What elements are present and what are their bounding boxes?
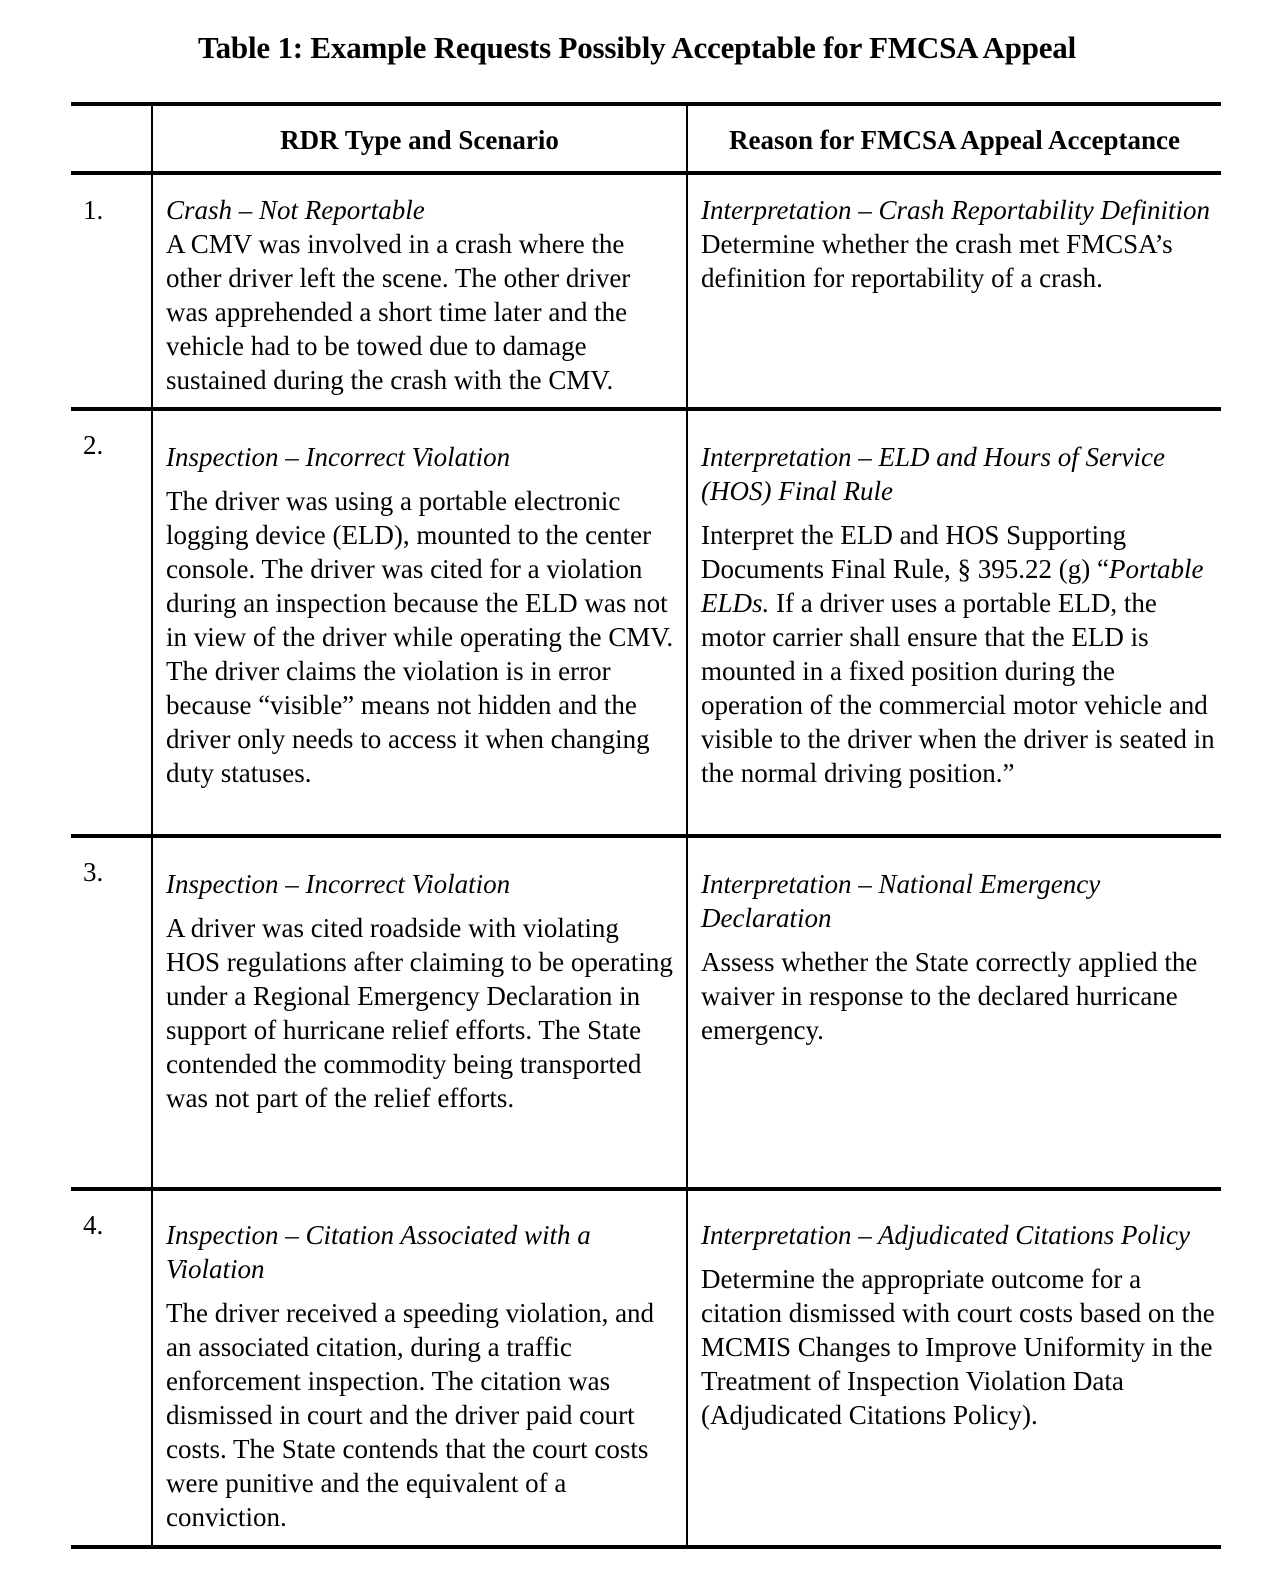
scenario-type: Inspection – Incorrect Violation xyxy=(166,442,511,472)
row-1-reason xyxy=(701,193,1216,295)
reason-text: Assess whether the State correctly applied the waiver in response to the declared hurricane emergency. xyxy=(701,947,1198,1045)
scenario-text: A driver was cited roadside with violating HOS regulations after claiming to be operating under a Regional Emergency Declaration in support of hurricane relief efforts. The State contended the commodity being transported was not part of the relief efforts. xyxy=(166,913,673,1113)
row-3-bottom-rule xyxy=(71,1187,1221,1191)
row-number: 2. xyxy=(83,430,104,460)
row-3-scenario xyxy=(166,867,676,1115)
reason-type: Interpretation – National Emergency Declaration xyxy=(701,869,1101,933)
header-scenario: RDR Type and Scenario xyxy=(280,125,559,155)
table-title: Table 1: Example Requests Possibly Acceptable for FMCSA Appeal xyxy=(197,30,1077,65)
scenario-type: Inspection – Citation Associated with a Violation xyxy=(166,1220,591,1284)
reason-text: Interpret the ELD and HOS Supporting Documents Final Rule, § 395.22 (g) “Portable ELDs. If a driver uses a portable ELD, the motor carrier shall ensure that the ELD is mounted in a fixed position during the operation of the commercial motor vehicle and visible to the driver when the driver is seated in the normal driving position.” xyxy=(701,520,1215,788)
row-2-scenario xyxy=(166,440,676,790)
scenario-text: The driver was using a portable electronic logging device (ELD), mounted to the center console. The driver was cited for a violation during an inspection because the ELD was not in view of the driver while operating the CMV. The driver claims the violation is in error because “visible” means not hidden and the driver only needs to access it when changing duty statuses. xyxy=(166,486,674,788)
table-top-rule xyxy=(71,102,1221,106)
scenario-text: The driver received a speeding violation, and an associated citation, during a traffic enforcement inspection. The citation was dismissed in court and the driver paid court costs. The State contends that the court costs were punitive and the equivalent of a conviction. xyxy=(166,1298,655,1532)
scenario-type: Inspection – Incorrect Violation xyxy=(166,869,511,899)
row-4-scenario xyxy=(166,1218,676,1534)
reason-text: Determine whether the crash met FMCSA’s definition for reportability of a crash. xyxy=(701,229,1173,293)
table-bottom-rule xyxy=(71,1545,1221,1549)
scenario-text: A CMV was involved in a crash where the other driver left the scene. The other driver was apprehended a short time later and the vehicle had to be towed due to damage sustained during the crash with the CMV. xyxy=(166,229,631,395)
reason-type: Interpretation – Crash Reportability Definition xyxy=(701,195,1210,225)
header-bottom-rule xyxy=(71,171,1221,175)
row-number: 1. xyxy=(83,195,104,225)
row-number: 4. xyxy=(83,1210,104,1240)
reason-type: Interpretation – ELD and Hours of Service (HOS) Final Rule xyxy=(701,442,1165,506)
row-4-reason xyxy=(701,1218,1216,1432)
header-reason: Reason for FMCSA Appeal Acceptance xyxy=(729,125,1180,155)
row-2-bottom-rule xyxy=(71,834,1221,838)
scenario-column-divider xyxy=(686,104,688,1547)
number-column-divider xyxy=(151,104,153,1547)
row-1-scenario xyxy=(166,193,676,397)
row-number: 3. xyxy=(83,857,104,887)
row-2-reason xyxy=(701,440,1216,790)
scenario-type: Crash – Not Reportable xyxy=(166,195,425,225)
row-1-bottom-rule xyxy=(71,407,1221,411)
row-3-reason xyxy=(701,867,1216,1047)
reason-type: Interpretation – Adjudicated Citations Policy xyxy=(701,1220,1190,1250)
reason-text: Determine the appropriate outcome for a citation dismissed with court costs based on the MCMIS Changes to Improve Uniformity in the Treatment of Inspection Violation Data (Adjudicated Citations Policy). xyxy=(701,1264,1215,1430)
